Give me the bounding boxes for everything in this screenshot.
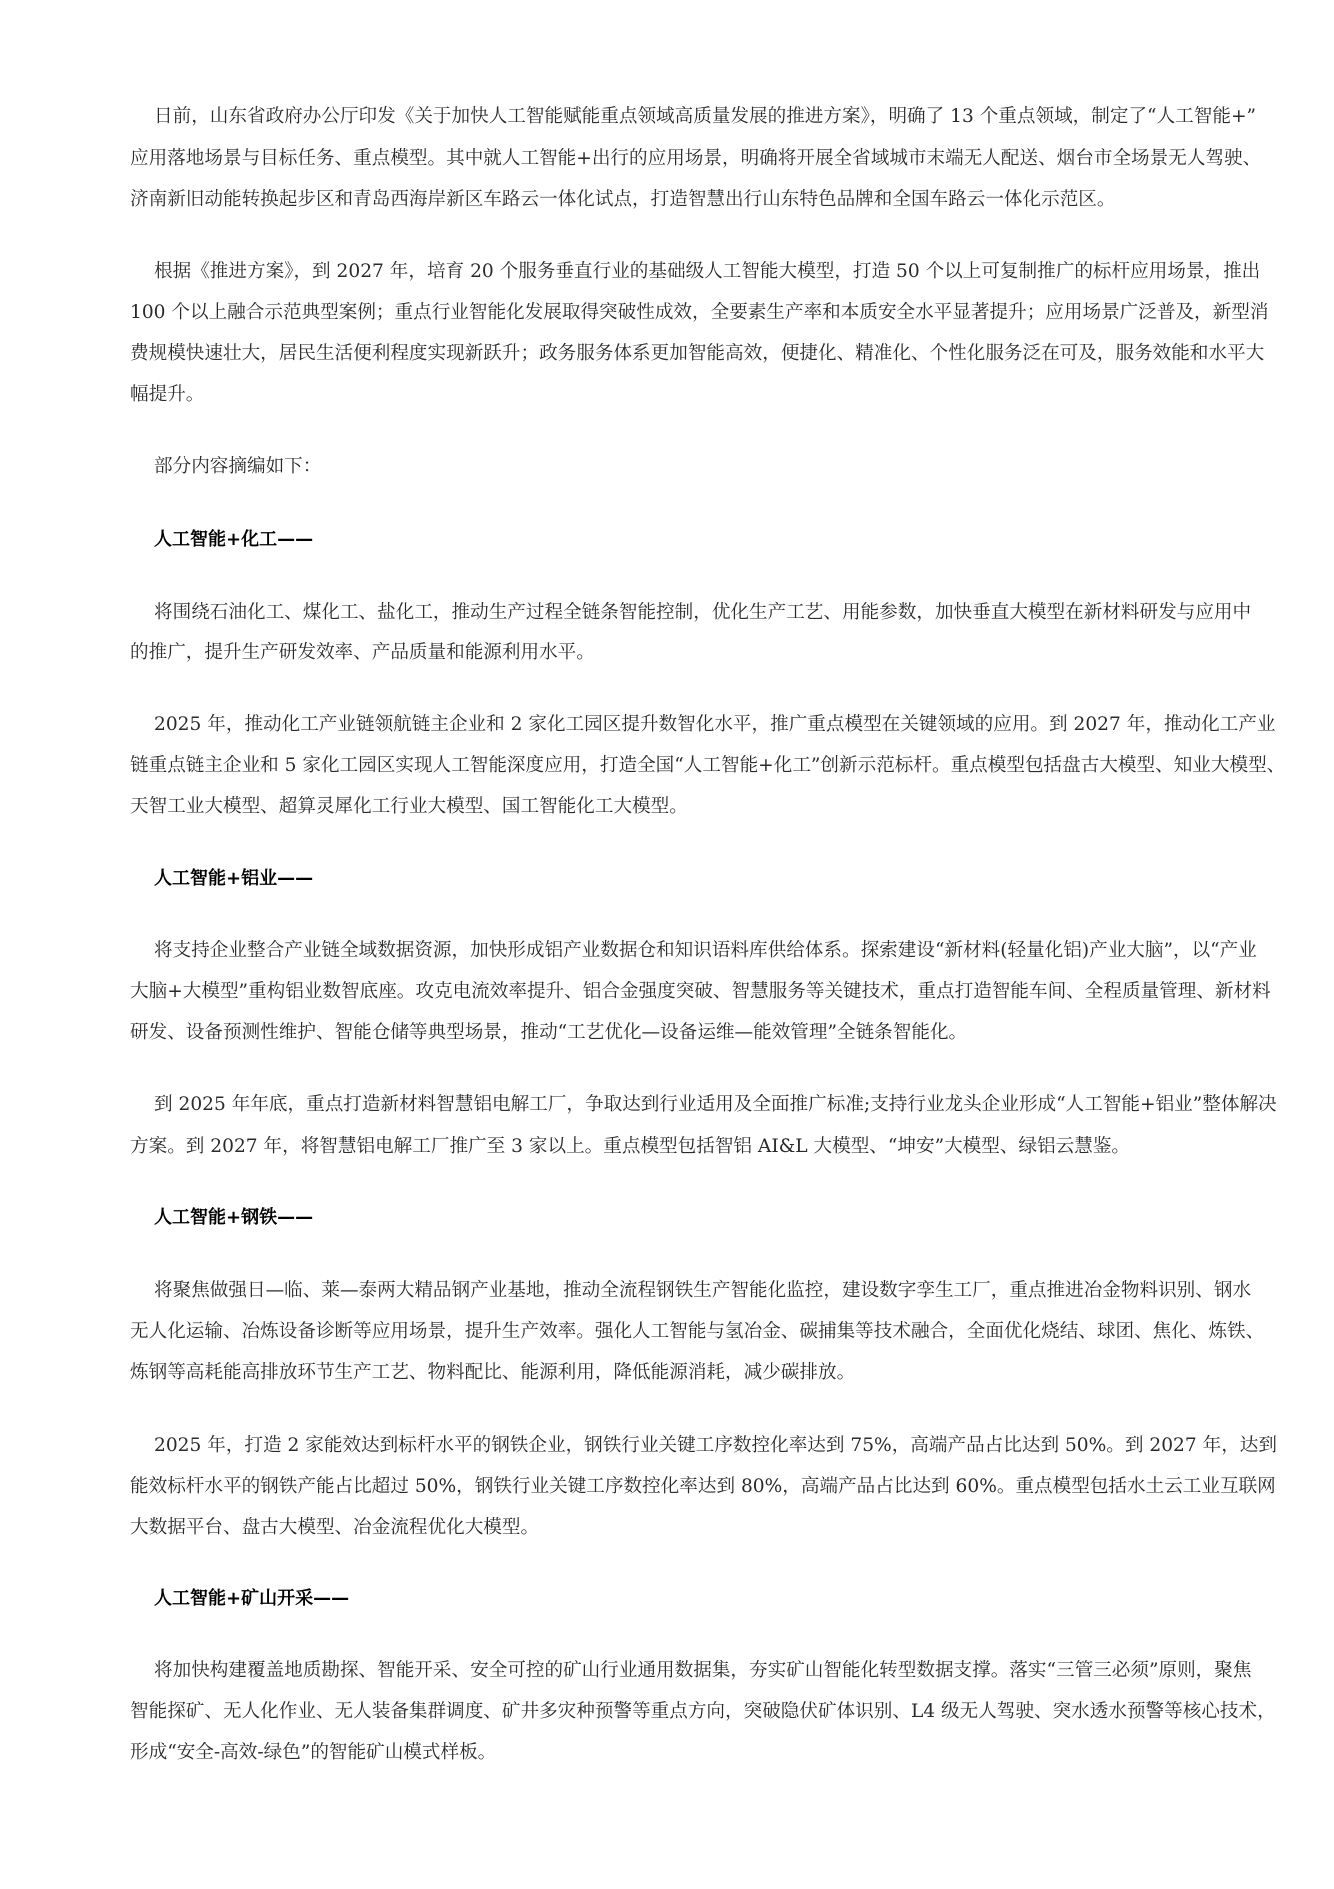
text-line: 将聚焦做强日—临、莱—泰两大精品钢产业基地，推动全流程钢铁生产智能化监控，建设数字孪生工厂，重点推进冶金物料识别、钢水 (154, 1280, 1252, 1301)
section-heading: 人工智能+铝业—— (154, 868, 314, 889)
text-line: 济南新旧动能转换起步区和青岛西海岸新区车路云一体化试点，打造智慧出行山东特色品牌和全国车路云一体化示范区。 (130, 189, 1116, 210)
text-line: 将加快构建覆盖地质勘探、智能开采、安全可控的矿山行业通用数据集，夯实矿山智能化转型数据支撑。落实“三管三必须”原则，聚焦 (154, 1660, 1252, 1681)
text-line: 日前，山东省政府办公厅印发《关于加快人工智能赋能重点领域高质量发展的推进方案》，明确了 13 个重点领域，制定了“人工智能+” (154, 106, 1257, 127)
text-line: 部分内容摘编如下： (154, 456, 322, 477)
text-line: 大数据平台、盘古大模型、冶金流程优化大模型。 (130, 1517, 540, 1538)
text-line: 100 个以上融合示范典型案例；重点行业智能化发展取得突破性成效，全要素生产率和本质安全水平显著提升；应用场景广泛普及，新型消 (130, 302, 1269, 323)
text-line: 大脑+大模型”重构铝业数智底座。攻克电流效率提升、铝合金强度突破、智慧服务等关键技术，重点打造智能车间、全程质量管理、新材料 (130, 981, 1271, 1002)
text-line: 天智工业大模型、超算灵犀化工行业大模型、国工智能化工大模型。 (130, 796, 688, 817)
text-line: 幅提升。 (130, 384, 205, 405)
text-line: 2025 年，推动化工产业链领航链主企业和 2 家化工园区提升数智化水平，推广重点模型在关键领域的应用。到 2027 年，推动化工产业 (154, 714, 1276, 735)
text-line: 2025 年，打造 2 家能效达到标杆水平的钢铁企业，钢铁行业关键工序数控化率达到 75%，高端产品占比达到 50%。到 2027 年，达到 (154, 1435, 1277, 1456)
text-line: 应用落地场景与目标任务、重点模型。其中就人工智能+出行的应用场景，明确将开展全省域城市末端无人配送、烟台市全场景无人驾驶、 (130, 148, 1262, 169)
text-line: 根据《推进方案》，到 2027 年，培育 20 个服务垂直行业的基础级人工智能大模型，打造 50 个以上可复制推广的标杆应用场景，推出 (154, 261, 1261, 282)
text-line: 到 2025 年年底，重点打造新材料智慧铝电解工厂，争取达到行业适用及全面推广标准;支持行业龙头企业形成“人工智能+铝业”整体解决 (154, 1094, 1277, 1115)
section-heading: 人工智能+化工—— (154, 529, 314, 550)
text-line: 将支持企业整合产业链全域数据资源，加快形成铝产业数据仓和知识语料库供给体系。探索建设“新材料(轻量化铝)产业大脑”，以“产业 (154, 940, 1257, 961)
section-heading: 人工智能+钢铁—— (154, 1207, 314, 1228)
text-line: 将围绕石油化工、煤化工、盐化工，推动生产过程全链条智能控制，优化生产工艺、用能参数，加快垂直大模型在新材料研发与应用中 (154, 602, 1252, 623)
text-line: 无人化运输、冶炼设备诊断等应用场景，提升生产效率。强化人工智能与氢冶金、碳捕集等技术融合，全面优化烧结、球团、焦化、炼铁、 (130, 1321, 1265, 1342)
text-line: 链重点链主企业和 5 家化工园区实现人工智能深度应用，打造全国“人工智能+化工”创新示范标杆。重点模型包括盘古大模型、知业大模型、 (130, 755, 1286, 776)
text-line: 能效标杆水平的钢铁产能占比超过 50%，钢铁行业关键工序数控化率达到 80%，高端产品占比达到 60%。重点模型包括水土云工业互联网 (130, 1476, 1276, 1497)
text-line: 炼钢等高耗能高排放环节生产工艺、物料配比、能源利用，降低能源消耗，减少碳排放。 (130, 1362, 856, 1383)
text-line: 智能探矿、无人化作业、无人装备集群调度、矿井多灾种预警等重点方向，突破隐伏矿体识别、L4 级无人驾驶、突水透水预警等核心技术， (130, 1701, 1276, 1722)
text-line: 方案。到 2027 年，将智慧铝电解工厂推广至 3 家以上。重点模型包括智铝 AI&L 大模型、“坤安”大模型、绿铝云慧鉴。 (130, 1136, 1131, 1157)
text-line: 的推广，提升生产研发效率、产品质量和能源利用水平。 (130, 642, 595, 663)
section-heading: 人工智能+矿山开采—— (154, 1588, 350, 1609)
text-line: 形成“安全-高效-绿色”的智能矿山模式样板。 (130, 1742, 497, 1763)
text-line: 费规模快速壮大，居民生活便利程度实现新跃升；政务服务体系更加智能高效，便捷化、精准化、个性化服务泛在可及，服务效能和水平大 (130, 343, 1265, 364)
text-line: 研发、设备预测性维护、智能仓储等典型场景，推动“工艺优化—设备运维—能效管理”全链条智能化。 (130, 1022, 968, 1043)
